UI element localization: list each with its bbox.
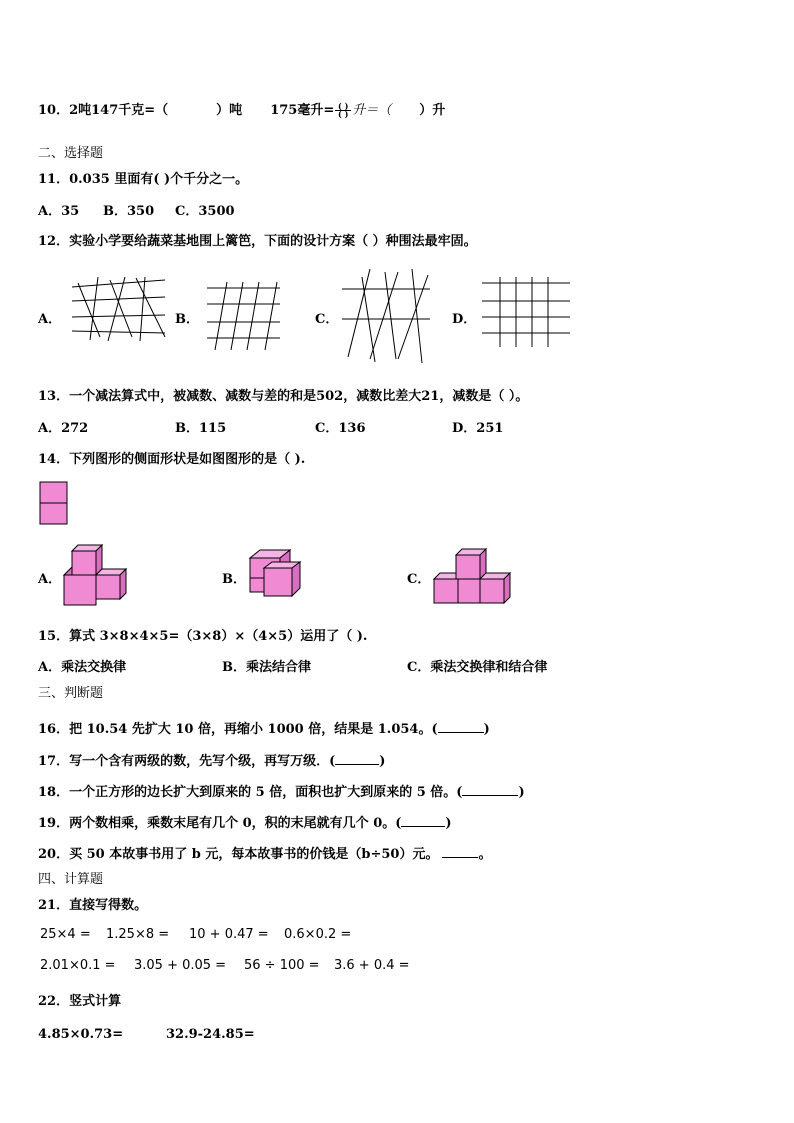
- calc-item: 25×4 =: [40, 927, 91, 942]
- side-view-figure: [39, 481, 69, 527]
- q14-label-b: B．: [222, 572, 246, 587]
- q13-option-c: C．136: [315, 421, 366, 436]
- vertical-calc-item: 4.85×0.73=: [38, 1027, 124, 1042]
- question-20: 20．买 50 本故事书用了 b 元，每本故事书的价钱是（b÷50）元。 。: [38, 847, 492, 862]
- calc-item: 2.01×0.1 =: [40, 958, 116, 973]
- q15-option-c: C．乘法交换律和结合律: [407, 660, 548, 675]
- q15-option-b: B．乘法结合律: [222, 660, 311, 675]
- q13-option-d: D．251: [452, 421, 504, 436]
- question-18: 18．一个正方形的边长扩大到原来的 5 倍，面积也扩大到原来的 5 倍。( ): [38, 785, 525, 800]
- answer-blank: [335, 752, 379, 765]
- answer-blank: [462, 783, 518, 796]
- fence-figure-d: [480, 275, 575, 350]
- question-10: 10．2吨147千克=（ ）吨 175毫升= $\frac{( )}{( )}$ 升＝（ ）升: [38, 101, 446, 119]
- question-22: 22．竖式计算: [38, 994, 122, 1009]
- q11-option-c: C．3500: [175, 204, 235, 219]
- question-15: 15．算式 3×8×4×5=（3×8）×（4×5）运用了（ ).: [38, 629, 368, 644]
- calc-item: 0.6×0.2 =: [284, 927, 352, 942]
- q13-option-a: A．272: [38, 421, 89, 436]
- q15-option-a: A．乘法交换律: [38, 660, 127, 675]
- q10-number: 10．: [38, 103, 70, 118]
- cube-figure-b: [248, 550, 308, 600]
- fence-figure-a: [70, 275, 170, 345]
- vertical-calc-item: 32.9-24.85=: [166, 1027, 255, 1042]
- calc-item: 3.6 + 0.4 =: [334, 958, 410, 973]
- question-21: 21．直接写得数。: [38, 898, 148, 913]
- question-19: 19．两个数相乘，乘数末尾有几个 0，积的末尾就有几个 0。( ): [38, 816, 452, 831]
- question-16: 16．把 10.54 先扩大 10 倍，再缩小 1000 倍，结果是 1.054。( ): [38, 722, 490, 737]
- section-calc-heading: 四、计算题: [38, 872, 104, 887]
- q14-label-c: C．: [407, 572, 431, 587]
- fence-figure-c: [340, 267, 435, 365]
- answer-blank: [401, 814, 445, 827]
- calc-item: 1.25×8 =: [106, 927, 170, 942]
- q13-option-b: B．115: [175, 421, 227, 436]
- calc-item: 10 + 0.47 =: [189, 927, 269, 942]
- question-13: 13．一个减法算式中，被减数、减数与差的和是502，减数比差大21，减数是（ ）。: [38, 389, 529, 404]
- calc-item: 56 ÷ 100 =: [244, 958, 320, 973]
- q14-label-a: A．: [38, 572, 62, 587]
- q12-label-b: B．: [175, 312, 199, 327]
- answer-blank: [442, 845, 478, 858]
- cube-figure-a: [62, 545, 128, 609]
- q12-label-d: D．: [452, 312, 477, 327]
- q11-option-a: A．35: [38, 204, 80, 219]
- q11-option-b: B．350: [103, 204, 155, 219]
- question-12: 12．实验小学要给蔬菜基地围上篱笆，下面的设计方案（ ）种围法最牢固。: [38, 234, 477, 249]
- q12-label-a: A．: [38, 312, 62, 327]
- question-17: 17．写一个含有两级的数，先写个级，再写万级．( ): [38, 754, 386, 769]
- section-judge-heading: 三、判断题: [38, 686, 104, 701]
- calc-item: 3.05 + 0.05 =: [134, 958, 227, 973]
- cube-figure-c: [432, 547, 514, 607]
- fraction-blank: $\frac{( )}{( )}$: [335, 103, 351, 118]
- question-14: 14．下列图形的侧面形状是如图图形的是（ ).: [38, 452, 306, 467]
- section-choice-heading: 二、选择题: [38, 146, 104, 161]
- answer-blank: [438, 720, 484, 733]
- fence-figure-b: [205, 280, 285, 352]
- question-11: 11．0.035 里面有( )个千分之一。: [38, 172, 249, 187]
- q12-label-c: C．: [315, 312, 339, 327]
